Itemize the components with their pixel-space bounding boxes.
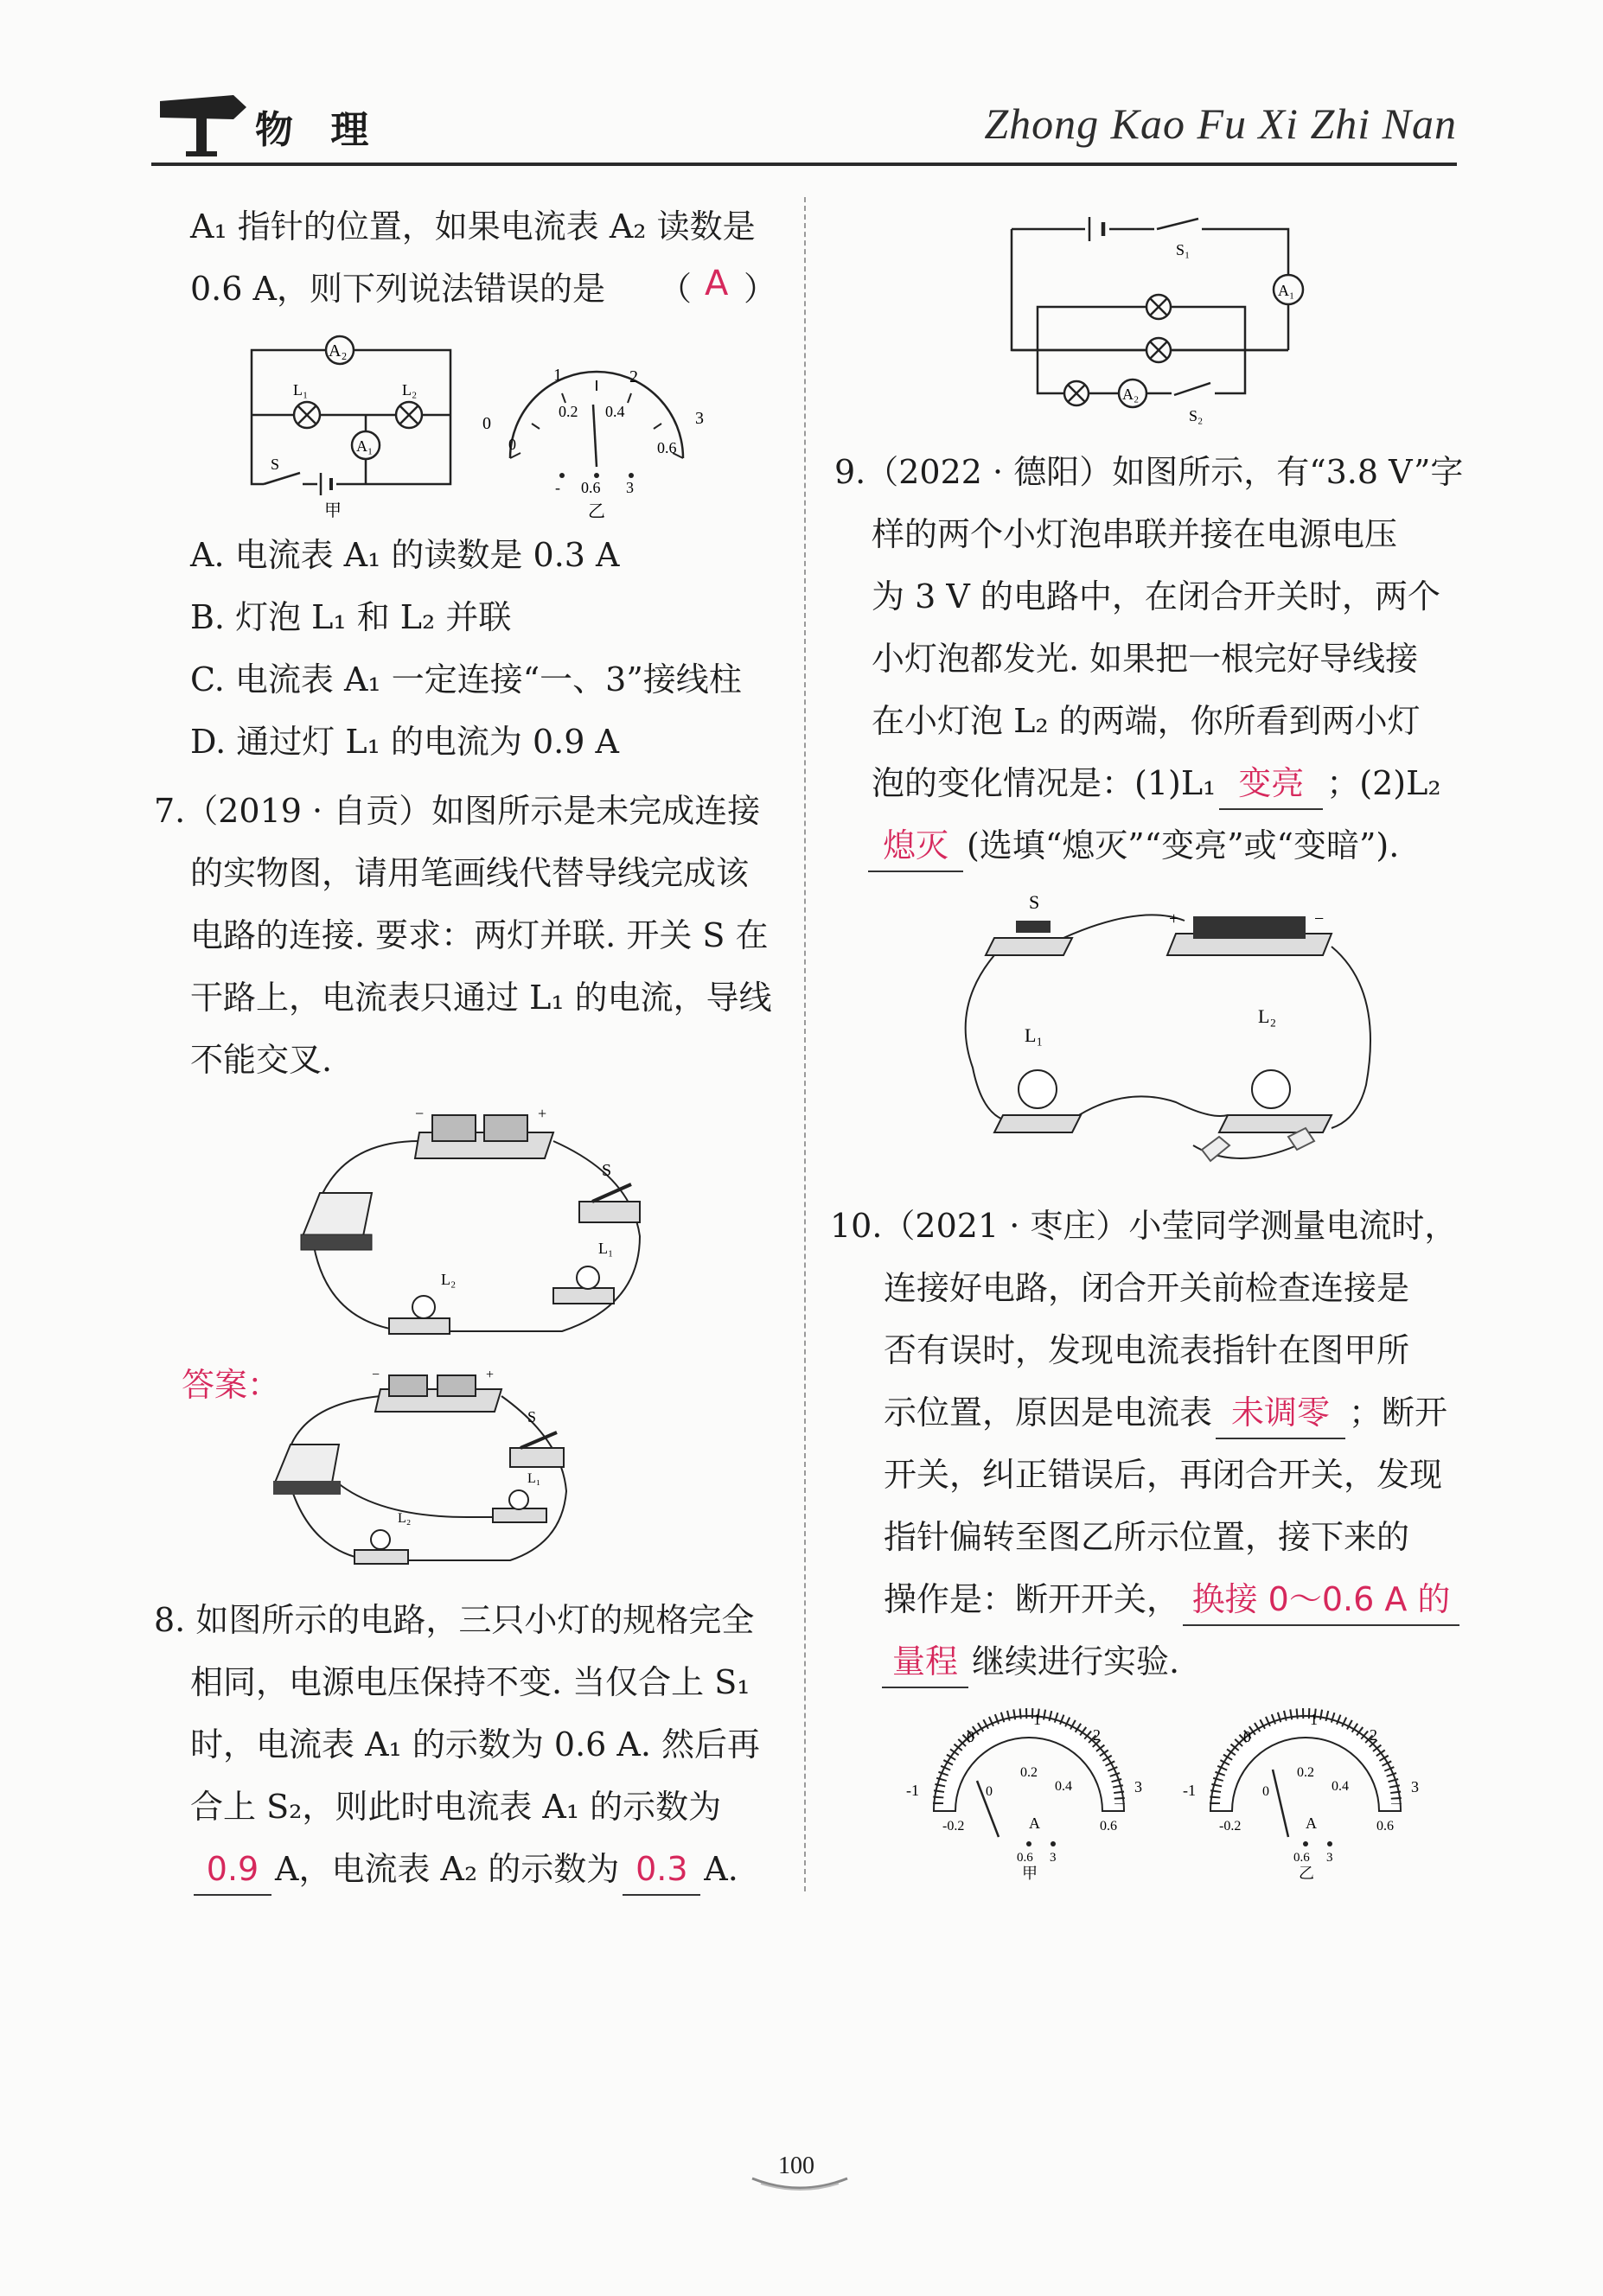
q8-line5: [190, 1838, 738, 1900]
svg-text:L₁: L₁: [527, 1471, 541, 1486]
q6-answer: A: [705, 264, 729, 303]
q7-line2: 的实物图，请用笔画线代替导线完成该: [190, 854, 750, 892]
svg-text:S: S: [1029, 891, 1040, 913]
bulb-l2-device: [389, 1271, 456, 1334]
svg-text:3: 3: [1134, 1778, 1142, 1795]
q10-line5: 开关，纠正错误后，再闭合开关，发现: [884, 1456, 1443, 1494]
fig8-switch-s1: [1154, 219, 1202, 258]
q9-line5: 在小灯泡 L₂ 的两端，你所看到两小灯: [872, 702, 1421, 740]
svg-text:A: A: [1029, 1814, 1040, 1832]
q6-circuit-figure: [238, 333, 463, 519]
svg-text:0.4: 0.4: [1332, 1779, 1349, 1794]
header-rule: [151, 163, 1457, 166]
column-divider: [804, 197, 806, 1891]
q9-line2: 样的两个小灯泡串联并接在电源电压: [872, 515, 1398, 553]
svg-text:0.6: 0.6: [1017, 1851, 1033, 1865]
fig8-bulb-upper: [1146, 295, 1171, 319]
q6-paren-close: ）: [744, 270, 777, 308]
signpost-logo: [151, 80, 255, 157]
q8-line3: 时，电流表 A₁ 的示数为 0.6 A. 然后再: [190, 1725, 761, 1763]
option-a: A. 电流表 A₁ 的读数是 0.3 A: [190, 536, 620, 574]
svg-text:S: S: [271, 456, 280, 473]
q7-answer-figure: [268, 1370, 597, 1578]
svg-text:A₁: A₁: [356, 437, 374, 455]
svg-text:+: +: [538, 1107, 547, 1122]
q7-line5: 不能交叉.: [190, 1041, 333, 1079]
svg-text:L₁: L₁: [1025, 1024, 1044, 1046]
svg-text:2: 2: [1370, 1726, 1377, 1744]
option-c: C. 电流表 A₁ 一定连接“一、3”接线柱: [190, 660, 742, 698]
header: [151, 80, 1457, 166]
q6-line1: A₁ 指针的位置，如果电流表 A₂ 读数是: [190, 207, 756, 246]
svg-text:-0.2: -0.2: [942, 1819, 965, 1834]
battery-holder: [415, 1107, 553, 1158]
fig9-battery-box: [1167, 909, 1332, 955]
q10-line8: [878, 1630, 1179, 1693]
svg-text:S: S: [602, 1161, 612, 1180]
svg-text:A₂: A₂: [329, 341, 348, 360]
q8-mid-text: A，电流表 A₂ 的示数为: [275, 1850, 620, 1888]
svg-text:0.4: 0.4: [605, 403, 625, 420]
q6-meter-figure: [476, 363, 718, 519]
header-subtitle: Zhong Kao Fu Xi Zhi Nan: [984, 99, 1457, 148]
fig9-switch: [986, 891, 1072, 955]
fig9-bulb-l1: [994, 1024, 1081, 1132]
svg-text:A: A: [1306, 1814, 1317, 1832]
svg-text:S: S: [527, 1408, 537, 1425]
option-d: D. 通过灯 L₁ 的电流为 0.9 A: [190, 723, 619, 761]
answer-bulb-l2-device: [354, 1511, 411, 1564]
svg-text:0: 0: [1243, 1728, 1251, 1745]
svg-text:1: 1: [1310, 1711, 1318, 1728]
svg-text:−: −: [372, 1370, 380, 1382]
yi-needle: [1273, 1770, 1288, 1837]
q9-mid-text: ；(2)L₂: [1326, 764, 1441, 802]
svg-text:0.2: 0.2: [1020, 1765, 1038, 1780]
q10-line4: [884, 1381, 1447, 1444]
q9-answer1: 变亮: [1219, 758, 1323, 810]
q9-line6: [872, 752, 1441, 814]
q10-end8: 继续进行实验.: [972, 1642, 1180, 1681]
svg-text:甲: 甲: [1022, 1865, 1038, 1880]
svg-text:A₁: A₁: [1278, 282, 1295, 299]
svg-text:L₂: L₂: [1258, 1005, 1277, 1027]
q8-answer1: 0.9: [194, 1844, 271, 1896]
q9-line3: 为 3 V 的电路中，在闭合开关时，两个: [872, 577, 1440, 615]
svg-text:3: 3: [1326, 1851, 1333, 1865]
svg-text:2: 2: [1093, 1726, 1101, 1744]
answer-bulb-l1-device: [493, 1471, 546, 1522]
bulb-l1-symbol: [293, 381, 320, 428]
svg-text:L₁: L₁: [293, 381, 309, 399]
q8-line1: 8. 如图所示的电路，三只小灯的规格完全: [154, 1601, 755, 1639]
q10-pre4: 示位置，原因是电流表: [884, 1394, 1213, 1432]
svg-text:L₂: L₂: [402, 381, 418, 399]
fig8-ammeter-a2: [1119, 379, 1146, 407]
q8-answer2: 0.3: [623, 1844, 700, 1896]
answer-battery-holder: [372, 1370, 501, 1412]
q10-answer1: 未调零: [1216, 1387, 1345, 1439]
q7-line3: 电路的连接. 要求：两灯并联. 开关 S 在: [190, 916, 769, 954]
ammeter-a1-symbol: [352, 415, 380, 484]
svg-text:0.6: 0.6: [581, 479, 601, 496]
svg-text:+: +: [486, 1370, 495, 1382]
svg-text:0.2: 0.2: [1297, 1765, 1314, 1780]
q7-line4: 干路上，电流表只通过 L₁ 的电流，导线: [190, 979, 772, 1017]
meter-needle: [593, 405, 597, 467]
svg-text:3: 3: [1411, 1778, 1419, 1795]
fig9-bulb-l2: [1219, 1005, 1332, 1132]
q10-line6: 指针偏转至图乙所示位置，接下来的: [884, 1518, 1410, 1556]
svg-text:0.2: 0.2: [559, 403, 578, 420]
svg-text:L₁: L₁: [598, 1240, 614, 1257]
q10-answer2a: 换接 0～0.6 A 的: [1183, 1574, 1459, 1626]
q10-pre7: 操作是：断开开关，: [884, 1580, 1180, 1618]
q7-line1: 7.（2019 · 自贡）如图所示是未完成连接: [154, 792, 761, 830]
q9-line7: [865, 814, 1399, 877]
header-title: 物 理: [255, 108, 381, 152]
svg-text:S₂: S₂: [1189, 407, 1204, 424]
q6-paren-open: （: [659, 270, 693, 308]
q8-line2: 相同，电源电压保持不变. 当仅合上 S₁: [190, 1663, 750, 1701]
fig8-switch-s2: [1172, 383, 1215, 424]
q9-end-text: (选填“熄灭”“变亮”或“变暗”).: [967, 826, 1400, 864]
answer-label: 答案：: [182, 1366, 281, 1404]
svg-text:-0.2: -0.2: [1219, 1819, 1242, 1834]
svg-text:0.4: 0.4: [1055, 1779, 1072, 1794]
fig6-jia-label: 甲: [324, 501, 342, 519]
switch-device: [579, 1161, 640, 1222]
fig8-ammeter-a1: [1274, 275, 1303, 304]
svg-text:3: 3: [626, 479, 634, 496]
svg-text:L₂: L₂: [441, 1271, 457, 1288]
fig6-yi-label: 乙: [588, 502, 605, 519]
svg-text:−: −: [1314, 909, 1325, 928]
q10-line7: [884, 1568, 1463, 1630]
q9-answer2: 熄灭: [868, 820, 963, 872]
svg-text:0: 0: [482, 414, 491, 433]
svg-text:0.6: 0.6: [1376, 1819, 1394, 1834]
svg-text:L₂: L₂: [398, 1511, 412, 1526]
fig8-battery: [1085, 216, 1109, 242]
bulb-l1-device: [553, 1240, 614, 1304]
bulb-l2-symbol: [396, 381, 422, 428]
fig8-bulb-lower: [1064, 381, 1089, 405]
svg-text:-: -: [555, 479, 560, 496]
svg-text:乙: 乙: [1299, 1865, 1314, 1880]
answer-ammeter-device: [273, 1445, 341, 1495]
svg-text:+: +: [1169, 909, 1179, 928]
svg-text:−: −: [415, 1107, 425, 1122]
svg-text:1: 1: [553, 366, 562, 385]
svg-text:0: 0: [967, 1728, 974, 1745]
q10-end4: ；断开: [1349, 1394, 1448, 1432]
svg-text:3: 3: [695, 409, 704, 428]
svg-text:0: 0: [1262, 1784, 1269, 1799]
svg-text:0: 0: [508, 436, 516, 453]
switch-s-symbol: [264, 456, 303, 490]
q9-apparatus-figure: [951, 886, 1401, 1180]
option-b: B. 灯泡 L₁ 和 L₂ 并联: [190, 598, 512, 636]
svg-text:3: 3: [1050, 1851, 1057, 1865]
svg-text:-1: -1: [906, 1782, 919, 1799]
q8-end-text: A.: [704, 1850, 738, 1888]
svg-text:S₁: S₁: [1176, 241, 1191, 258]
ammeter-a2-symbol: [326, 336, 354, 364]
svg-text:A₂: A₂: [1122, 386, 1140, 403]
answer-switch-device: [510, 1408, 564, 1467]
fig8-bulb-middle: [1038, 338, 1245, 362]
svg-text:0: 0: [986, 1784, 993, 1799]
battery-symbol: [317, 471, 336, 497]
q8-line4: 合上 S₂，则此时电流表 A₁ 的示数为: [190, 1788, 722, 1826]
q10-meter-yi: [1176, 1707, 1435, 1880]
svg-text:2: 2: [629, 367, 638, 386]
svg-text:0.6: 0.6: [1100, 1819, 1117, 1834]
q10-line2: 连接好电路，闭合开关前检查连接是: [884, 1269, 1410, 1307]
svg-text:1: 1: [1033, 1711, 1041, 1728]
q8-circuit-figure: [994, 195, 1323, 428]
q10-line1: 10.（2021 · 枣庄）小莹同学测量电流时，: [830, 1207, 1458, 1245]
svg-text:0.6: 0.6: [1293, 1851, 1310, 1865]
page-number: 100: [778, 2152, 814, 2179]
q9-line1: 9.（2022 · 德阳）如图所示，有“3.8 V”字: [834, 453, 1464, 491]
q10-meter-jia: [899, 1707, 1159, 1880]
q7-apparatus-figure: [294, 1107, 674, 1349]
q9-pre-text: 泡的变化情况是：(1)L₁: [872, 764, 1217, 802]
q6-line2: 0.6 A，则下列说法错误的是: [190, 270, 605, 308]
svg-text:-1: -1: [1183, 1782, 1196, 1799]
ammeter-device: [301, 1193, 372, 1250]
q10-answer2b: 量程: [882, 1636, 968, 1688]
q10-line3: 否有误时，发现电流表指针在图甲所: [884, 1331, 1410, 1369]
q9-line4: 小灯泡都发光. 如果把一根完好导线接: [872, 640, 1419, 678]
svg-text:0.6: 0.6: [657, 439, 677, 456]
